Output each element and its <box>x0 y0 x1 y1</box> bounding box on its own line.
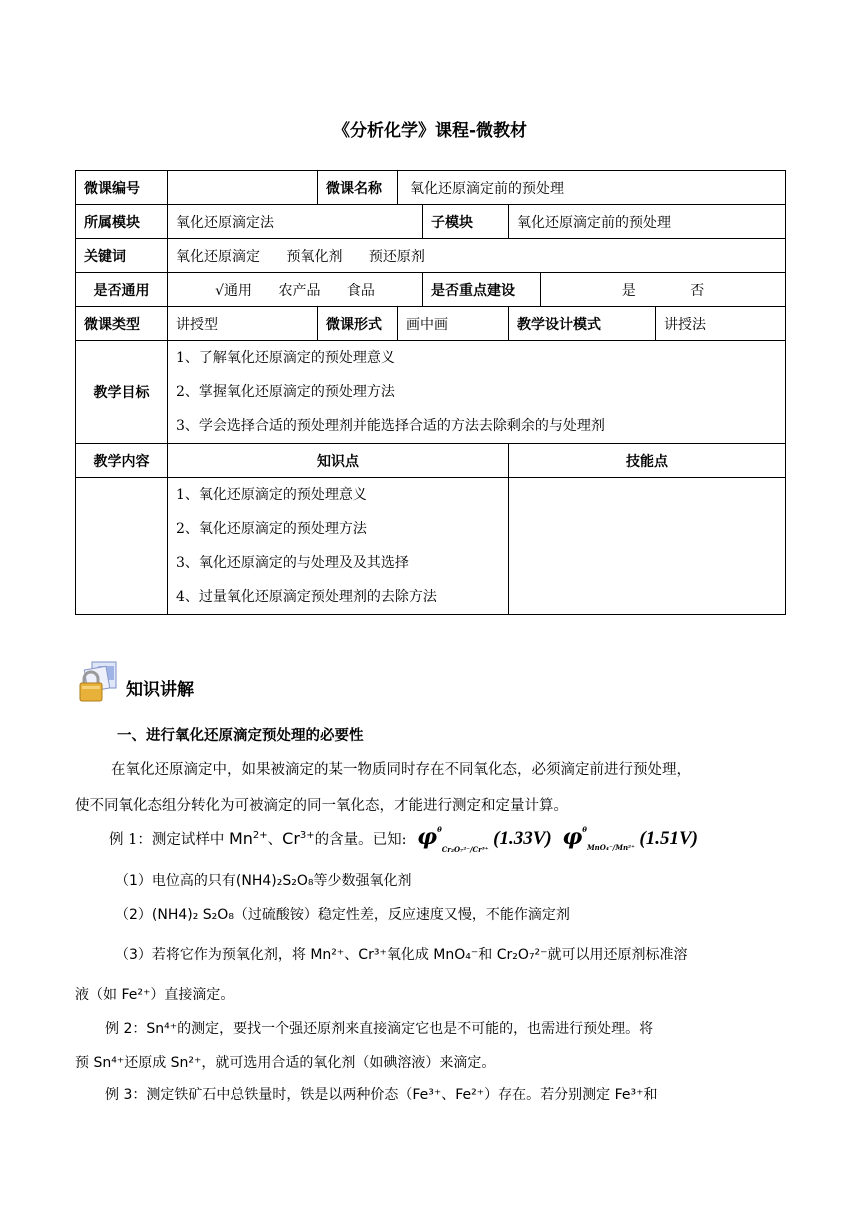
row-content-items <box>76 478 786 615</box>
key-build-options <box>541 273 786 307</box>
design-value: 讲授法 <box>656 307 786 341</box>
keywords-value <box>168 239 786 273</box>
type-label: 微课类型 <box>76 307 168 341</box>
submodule-label: 子模块 <box>423 205 509 239</box>
key-build-label: 是否重点建设 <box>423 273 541 307</box>
page-title: 《分析化学》课程-微教材 <box>332 121 528 141</box>
general-options <box>168 273 423 307</box>
section-label: 知识讲解 <box>126 680 194 700</box>
knowledge-list <box>168 478 509 615</box>
row-keywords <box>76 239 786 273</box>
submodule-value: 氧化还原滴定前的预处理 <box>509 205 786 239</box>
general-label: 是否通用 <box>76 273 168 307</box>
section-header <box>78 660 194 706</box>
code-label: 微课编号 <box>76 171 168 205</box>
code-value <box>168 171 318 205</box>
option-food: 食品 <box>346 282 375 299</box>
design-label: 教学设计模式 <box>509 307 656 341</box>
row-code <box>76 171 786 205</box>
paragraph-1-line-1: 在氧化还原滴定中，如果被滴定的某一物质同时存在不同氧化态，必须滴定前进行预处理， <box>111 762 691 778</box>
lock-document-icon <box>78 660 122 706</box>
type-value: 讲授型 <box>168 307 318 341</box>
potential-2: $\varphi^\theta_{MnO_4^-/Mn^{2+}}$ (1.51V) <box>562 824 698 852</box>
knowledge-item: 1、氧化还原滴定的预处理意义 <box>176 487 367 503</box>
knowledge-item: 2、氧化还原滴定的预处理方法 <box>176 521 367 537</box>
row-type <box>76 307 786 341</box>
goal-item: 3、学会选择合适的预处理剂并能选择合适的方法去除剩余的与处理剂 <box>176 418 605 434</box>
keyword-1: 氧化还原滴定 <box>176 248 260 265</box>
option-agriculture: 农产品 <box>278 282 321 299</box>
content-empty-cell <box>76 478 168 615</box>
name-value: 氧化还原滴定前的预处理 <box>398 171 786 205</box>
module-label: 所属模块 <box>76 205 168 239</box>
knowledge-item: 3、氧化还原滴定的与处理及及其选择 <box>176 555 409 571</box>
potential-1: $\varphi^\theta_{Cr_2O_7^{2-}/Cr^{3+}}$ (1.33V) <box>417 824 552 854</box>
course-info-table <box>75 170 786 615</box>
skill-list <box>509 478 786 615</box>
point-2: （2）(NH4)₂ S₂O₈（过硫酸铵）稳定性差，反应速度又慢，不能作滴定剂 <box>115 907 570 923</box>
example-2-line-2: 预 Sn⁴⁺还原成 Sn²⁺，就可选用合适的氧化剂（如碘溶液）来滴定。 <box>75 1055 496 1071</box>
subheading: 一、进行氧化还原滴定预处理的必要性 <box>117 728 364 744</box>
goals-list <box>168 341 786 444</box>
keywords-label: 关键词 <box>76 239 168 273</box>
option-no: 否 <box>690 282 705 299</box>
paragraph-1-line-2: 使不同氧化态组分转化为可被滴定的同一氧化态，才能进行测定和定量计算。 <box>75 798 568 814</box>
row-goals <box>76 341 786 444</box>
lecture-body <box>75 720 787 1120</box>
skill-header: 技能点 <box>509 444 786 478</box>
module-value: 氧化还原滴定法 <box>168 205 423 239</box>
goal-item: 2、掌握氧化还原滴定的预处理方法 <box>176 384 395 400</box>
example-3-line-1: 例 3：测定铁矿石中总铁量时，铁是以两种价态（Fe³⁺、Fe²⁺）存在。若分别测定 Fe³⁺和 <box>105 1087 658 1103</box>
row-module <box>76 205 786 239</box>
option-general-checked: √通用 <box>215 282 252 299</box>
name-label: 微课名称 <box>318 171 398 205</box>
example-2-line-1: 例 2：Sn⁴⁺的测定，要找一个强还原剂来直接滴定它也是不可能的，也需进行预处理。将 <box>105 1021 654 1037</box>
content-label: 教学内容 <box>76 444 168 478</box>
option-yes: 是 <box>621 282 636 299</box>
row-general <box>76 273 786 307</box>
form-value: 画中画 <box>398 307 509 341</box>
goal-item: 1、了解氧化还原滴定的预处理意义 <box>176 350 395 366</box>
knowledge-header: 知识点 <box>168 444 509 478</box>
row-content-header <box>76 444 786 478</box>
knowledge-item: 4、过量氧化还原滴定预处理剂的去除方法 <box>176 589 437 605</box>
form-label: 微课形式 <box>318 307 398 341</box>
point-3-line-2: 液（如 Fe²⁺）直接滴定。 <box>75 987 235 1003</box>
keyword-3: 预还原剂 <box>368 248 425 265</box>
point-1: （1）电位高的只有(NH4)₂S₂O₈等少数强氧化剂 <box>115 873 412 889</box>
example-1: 例 1：测定试样中 $Mn^{2+}$、$Cr^{3+}$的含量。已知: $\varphi^\theta_{Cr_2O_7^{2-}/Cr^{3+}}$ (1.33V) $\varphi^\theta_{MnO_4^-/Mn^{2+}}$ (1.51V) <box>109 824 698 854</box>
goals-label: 教学目标 <box>76 341 168 444</box>
keyword-2: 预氧化剂 <box>286 248 343 265</box>
point-3-line-1: （3）若将它作为预氧化剂，将 Mn²⁺、Cr³⁺氧化成 MnO₄⁻和 Cr₂O₇²⁻就可以用还原剂标准溶 <box>115 947 688 963</box>
